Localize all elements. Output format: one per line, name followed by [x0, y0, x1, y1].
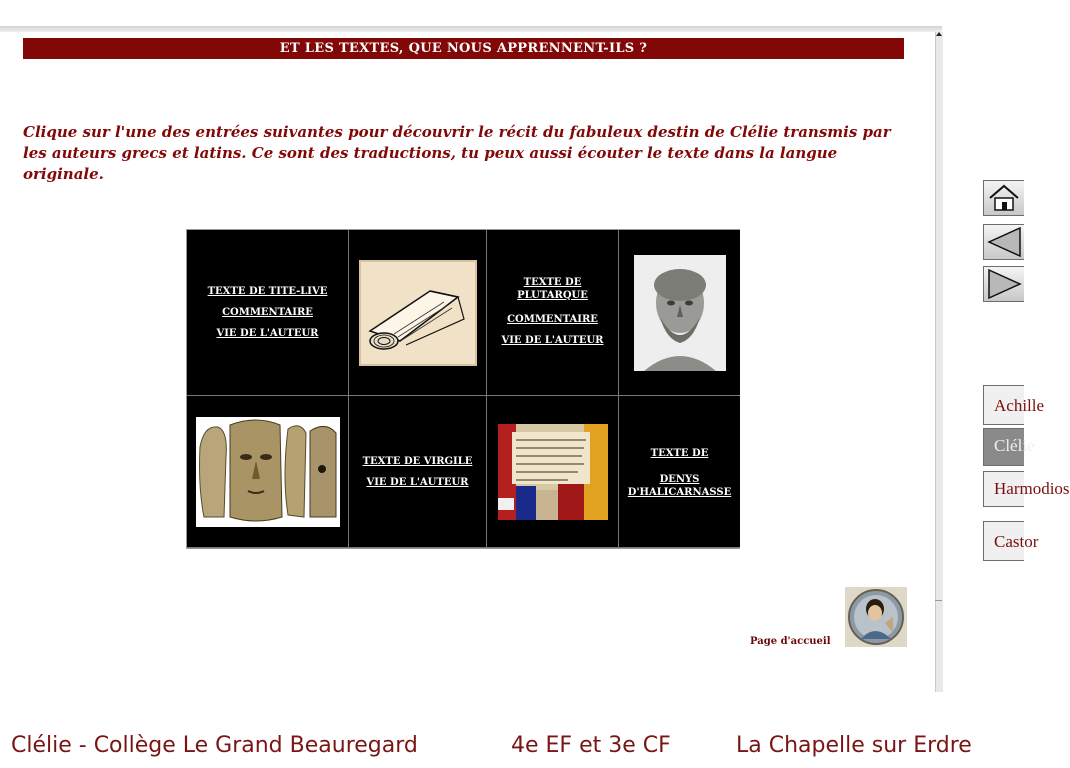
arrow-right-icon — [984, 267, 1024, 301]
masks-image-cell — [187, 396, 348, 547]
nav-link-clelie[interactable]: Clélie — [983, 428, 1024, 466]
texts-table — [186, 229, 740, 549]
titelive-vie-link[interactable]: VIE DE L'AUTEUR — [216, 328, 319, 339]
scroll-up-arrow-icon[interactable] — [936, 32, 942, 36]
plutarque-text-link[interactable]: TEXTE DE PLUTARQUE — [517, 276, 588, 301]
next-button[interactable] — [983, 266, 1024, 302]
denys-cell — [619, 396, 740, 547]
bust-portrait-icon[interactable] — [634, 255, 726, 371]
footer — [0, 729, 1024, 765]
footer-town: La Chapelle sur Erdre — [736, 733, 972, 758]
titelive-text-link[interactable]: TEXTE DE TITE-LIVE — [207, 286, 328, 297]
greek-text-image-cell — [487, 396, 618, 547]
intro-text: Clique sur l'une des entrées suivantes pour découvrir le récit du fabuleux destin de Clélie transmis par les auteurs grecs et latins. Ce sont des traductions, tu peux aussi écouter le texte dans la langue originale. — [23, 123, 891, 183]
titelive-cell — [187, 230, 348, 395]
clelie-portrait-icon[interactable] — [845, 587, 907, 647]
denys-text-link-line2[interactable]: DENYS D'HALICARNASSE — [627, 474, 732, 498]
denys-text-link-line1[interactable]: TEXTE DE — [650, 448, 709, 459]
scroll-icon[interactable] — [360, 261, 476, 365]
home-page-link[interactable]: Page d'accueil — [750, 636, 831, 647]
previous-button[interactable] — [983, 224, 1024, 260]
virgile-vie-link[interactable]: VIE DE L'AUTEUR — [366, 476, 469, 488]
footer-school: Clélie - Collège Le Grand Beauregard — [11, 733, 418, 758]
scrollbar-thumb-edge — [935, 600, 942, 601]
virgile-text-link[interactable]: TEXTE DE VIRGILE — [362, 455, 473, 467]
titelive-commentaire-link[interactable]: COMMENTAIRE — [222, 307, 313, 318]
ancient-masks-icon[interactable] — [196, 417, 340, 527]
home-button[interactable] — [983, 180, 1024, 216]
nav-link-achille[interactable]: Achille — [983, 385, 1024, 425]
nav-link-harmodios[interactable]: Harmodios — [983, 471, 1024, 507]
footer-classes: 4e EF et 3e CF — [511, 733, 671, 758]
plutarque-cell — [487, 230, 618, 395]
plutarque-vie-link[interactable]: VIE DE L'AUTEUR — [501, 334, 604, 346]
home-icon — [984, 181, 1024, 215]
scroll-image-cell — [349, 230, 486, 395]
bust-image-cell — [619, 230, 740, 395]
plutarque-commentaire-link[interactable]: COMMENTAIRE — [507, 313, 598, 325]
virgile-cell — [349, 396, 486, 547]
nav-link-castor[interactable]: Castor — [983, 521, 1024, 561]
vertical-scrollbar[interactable] — [935, 32, 943, 692]
page-title: ET LES TEXTES, QUE NOUS APPRENNENT-ILS ? — [23, 38, 904, 59]
arrow-left-icon — [984, 225, 1024, 259]
greek-manuscript-icon[interactable] — [498, 424, 608, 520]
